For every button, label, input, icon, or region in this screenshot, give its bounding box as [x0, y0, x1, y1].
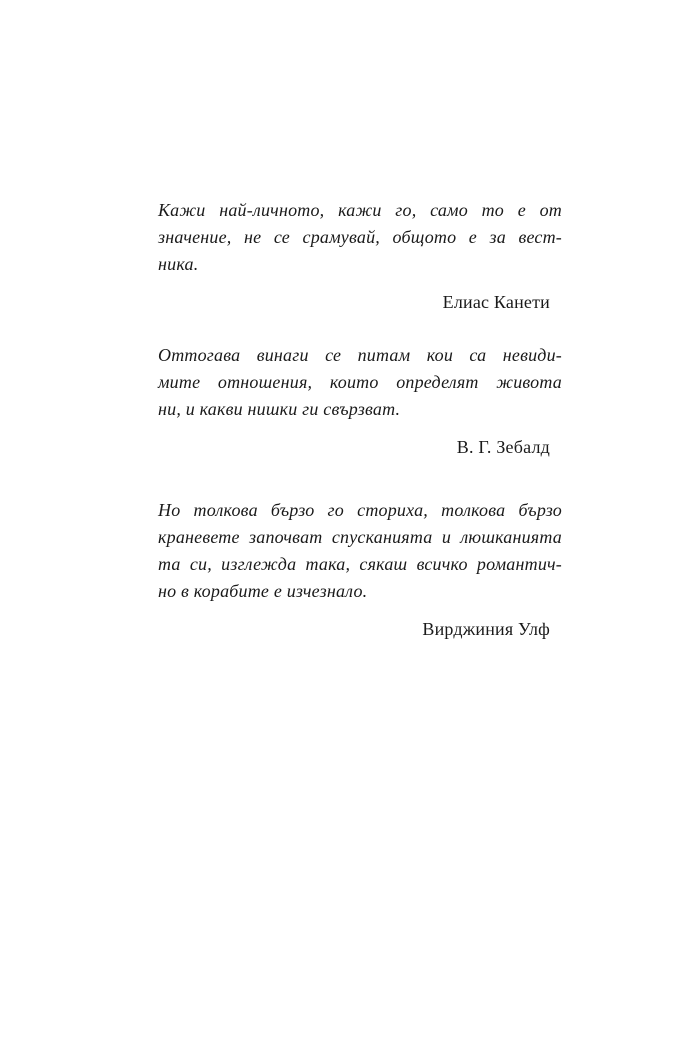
epigraph-woolf [158, 497, 562, 641]
epigraph-author: В. Г. Зебалд [456, 437, 550, 457]
quote-line: Но толкова бързо го сториха, толкова бързо [158, 500, 562, 520]
epigraph-quote [158, 197, 562, 278]
quote-line: ни, и какви нишки ги свързват. [158, 399, 401, 419]
quote-line: Оттогава винаги се питам кои са невиди- [158, 345, 562, 365]
quote-line: та си, изглежда така, сякаш всичко романтич- [158, 554, 562, 574]
quote-line: ника. [158, 254, 199, 274]
epigraph-author: Елиас Канети [442, 292, 550, 312]
epigraph-quote [158, 342, 562, 423]
epigraph-quote [158, 497, 562, 605]
quote-line: краневете започват спусканията и люшканията [158, 527, 562, 547]
quote-line: Кажи най-личното, кажи го, само то е от [158, 200, 562, 220]
quote-line: но в корабите е изчезнало. [158, 581, 368, 601]
epigraph-author: Вирджиния Улф [422, 619, 550, 639]
epigraph-canetti [158, 197, 562, 314]
quote-line: мите отношения, които определят живота [158, 372, 562, 392]
quote-line: значение, не се срамувай, общото е за вест- [158, 227, 562, 247]
epigraph-sebald [158, 342, 562, 459]
